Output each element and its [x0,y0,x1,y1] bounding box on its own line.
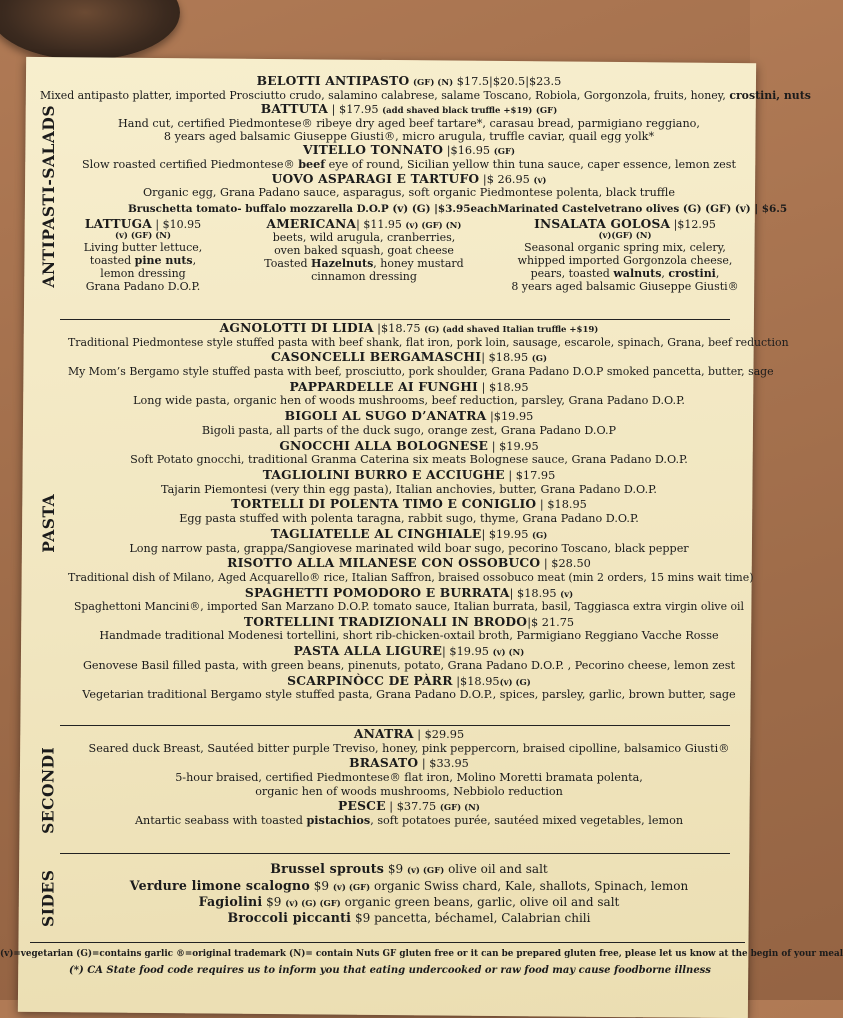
item-price: |$19.95 [486,410,534,424]
menu-item-desc: My Mom’s Bergamo style stuffed pasta with beef, prosciutto, pork shoulder, Grana Padano D.O.P smoked pancetta, butter, sage [68,365,774,379]
item-name: PAPPARDELLE AI FUNGHI [289,378,479,394]
menu-item-americana: AMERICANA| $11.95 (v) (GF) (N) beets, wild arugula, cranberries, oven baked squash, goat cheese Toasted Hazelnuts, honey mustard cinnamon dressing [264,217,464,283]
food-code-notice: (*) CA State food code requires us to inform you that eating undercooked or raw food may cause foodborne illness [69,964,711,976]
menu-item-pasta [68,439,750,454]
menu-item-desc: Seared duck Breast, Sautéed bitter purple Treviso, honey, pink peppercorn, braised cipolline, balsamico Giusti® [88,742,730,756]
menu-item-pasta [68,468,750,483]
item-price: | $18.95 [481,351,532,365]
menu-item-desc: 8 years aged balsamic Giuseppe Giusti®, micro arugula, truffle caviar, quail egg yolk* [163,130,655,144]
item-tags: (v) (N) [492,648,525,659]
item-tags: (G) (add shaved Italian truffle +$19) [424,325,599,336]
menu-item-pasta [68,350,750,365]
sides-list [68,854,750,926]
menu-item-pasta [68,321,750,336]
side-price: $9 [262,895,286,910]
item-price: | $18.95 [478,380,529,394]
menu-item-desc: Genovese Basil filled pasta, with green beans, pinenuts, potato, Grana Padano D.O.P. , Pecorino cheese, lemon zest [82,658,736,672]
side-desc: olive oil and salt [444,862,548,877]
section-antipasti [30,73,811,319]
menu-item-desc: Tajarin Piemontesi (very thin egg pasta), Italian anchovies, butter, Grana Padano D.O.P. [161,482,657,496]
menu-item-side [68,861,750,876]
menu-item-pasta [68,380,750,395]
menu-item-golosa: INSALATA GOLOSA |$12.95 (v)(GF) (N) Seasonal organic spring mix, celery, whipped imported Gorgonzola cheese, pears, toasted walnuts, crostini, 8 years aged balsamic Giuseppe Giusti® [511,217,739,293]
item-tags: (G) [531,354,548,365]
menu-item-anatra: ANATRA | $29.95 [353,726,465,742]
bruschetta-item: Bruschetta tomato- buffalo mozzarella D.O.P (v) (G) |$3.95each [128,202,498,215]
section-label-pasta: PASTA [38,493,58,553]
item-name: RISOTTO ALLA MILANESE CON OSSOBUCO [227,555,541,571]
side-tags: (v) (GF) [406,866,445,877]
menu-item-desc: Hand cut, certified Piedmontese® ribeye dry aged beef tartare*, carasau bread, parmigiano reggiano, [118,116,700,130]
item-name: SPAGHETTI POMODORO E BURRATA [244,584,510,600]
menu-item-desc: Bigoli pasta, all parts of the duck sugo, orange zest, Grana Padano D.O.P [201,423,617,437]
section-sides [30,854,750,942]
small-bites-row [68,200,788,217]
item-name: TAGLIATELLE AL CINGHIALE [270,525,482,541]
item-price: |$18.95 [452,674,500,688]
section-divider [60,319,730,320]
menu-item-desc: Traditional Piedmontese style stuffed pasta with beef shank, flat iron, pork loin, sausage, escarole, spinach, Grana, beef reduction [68,336,789,350]
menu-item-brasato: BRASATO | $33.95 [349,755,469,771]
menu-item-uovo: UOVO ASPARAGI E TARTUFO |$ 26.95 (v) [271,170,547,186]
item-name: TORTELLINI TRADIZIONALI IN BRODO [243,613,528,629]
side-name: Verdure limone scalogno [129,877,310,893]
item-price: | $18.95 [509,586,561,600]
side-desc: organic green beans, garlic, olive oil and salt [340,895,620,910]
menu-item-desc: Organic egg, Grana Padano sauce, asparagus, soft organic Piedmontese polenta, black truffle [143,186,675,200]
item-price: | $28.50 [540,557,591,571]
section-divider [30,942,745,943]
item-name: TORTELLI DI POLENTA TIMO E CONIGLIO [231,496,537,512]
section-label-secondi: SECONDI [38,746,58,834]
menu-item-pasta [68,674,750,689]
menu-item-desc: Spaghettoni Mancini®, imported San Marzano D.O.P. tomato sauce, Italian burrata, basil, Taggiasca extra virgin olive oil [73,600,745,614]
olives-item: Marinated Castelvetrano olives (G) (GF) (v) | $6.5 [497,202,788,215]
item-name: GNOCCHI ALLA BOLOGNESE [279,437,489,453]
item-tags: (v) [560,589,574,600]
item-price: |$18.75 [373,322,425,336]
menu-item-pesce: PESCE | $37.75 (GF) (N) [338,798,480,814]
side-name: Fagiolini [198,894,263,910]
menu-item-pasta [68,497,750,512]
menu-item-vitello: VITELLO TONNATO |$16.95 (GF) [302,142,516,158]
item-price: | $18.95 [536,498,587,512]
menu-item-desc: Antartic seabass with toasted pistachios, soft potatoes purée, sautéed mixed vegetables, lemon [134,812,684,827]
menu-item-desc: organic hen of woods mushrooms, Nebbiolo reduction [255,784,563,798]
side-desc: pancetta, béchamel, Calabrian chili [374,911,591,926]
menu-item-side [68,894,750,909]
section-pasta [30,320,789,725]
menu-item-pasta [68,556,750,571]
item-price: | $19.95 [442,645,493,659]
menu-item-side [68,878,750,893]
side-tags: (v) (G) (GF) [285,899,341,910]
menu-item-desc: Handmade traditional Modenesi tortellini, short rib-chicken-oxtail broth, Parmigiano Reggiano Vacche Rosse [99,629,719,643]
side-price: $9 [309,878,333,893]
menu-item-desc: Vegetarian traditional Bergamo style stuffed pasta, Grana Padano D.O.P., spices, parsley, garlic, brown butter, sage [82,688,736,702]
side-name: Brussel sprouts [270,861,385,877]
item-tags: (v) (G) [499,677,531,688]
pasta-list [68,320,789,702]
menu-item-pasta [68,644,750,659]
menu-content [0,73,843,994]
side-name: Broccoli piccanti [227,910,352,926]
item-name: PASTA ALLA LIGURE [293,643,443,659]
side-desc: organic Swiss chard, Kale, shallots, Spinach, lemon [370,878,689,893]
menu-item-desc: Mixed antipasto platter, imported Prosciutto crudo, salamino calabrese, salame Toscano, Robiola, Gorgonzola, fruits, honey, crostini, nuts [40,88,811,102]
salads-row [68,217,750,293]
section-label-antipasti: ANTIPASTI-SALADS [38,105,58,288]
item-name: CASONCELLI BERGAMASCHI [270,349,482,365]
item-price: |$ 21.75 [527,615,575,629]
item-name: AGNOLOTTI DI LIDIA [219,320,374,336]
side-price: $9 [351,911,375,926]
side-tags: (v) (GF) [332,882,371,893]
item-name: TAGLIOLINI BURRO E ACCIUGHE [262,467,505,482]
menu-item-battuta: BATTUTA | $17.95 (add shaved black truffle +$19) (GF) [260,100,558,116]
menu-item-belotti: BELOTTI ANTIPASTO (GF) (N) $17.5|$20.5|$23.5 [256,73,562,88]
side-price: $9 [384,862,407,877]
menu-item-desc: Egg pasta stuffed with polenta taragna, rabbit sugo, thyme, Grana Padano D.O.P. [179,512,639,526]
menu-item-pasta [68,527,750,542]
wine-glass-base [0,0,180,60]
item-price: | $19.95 [481,527,532,541]
menu-item-desc: Slow roasted certified Piedmontese® beef eye of round, Sicilian yellow thin tuna sauce, caper essence, lemon zest [82,157,736,172]
menu-item-desc: Long narrow pasta, grappa/Sangiovese marinated wild boar sugo, pecorino Toscano, black pepper [129,541,689,555]
item-name: BIGOLI AL SUGO D’ANATRA [284,408,487,424]
menu-item-side [68,910,750,925]
menu-item-desc: Soft Potato gnocchi, traditional Granma Caterina six meats Bolognese sauce, Grana Padano D.O.P. [130,453,688,467]
menu-item-desc: 5-hour braised, certified Piedmontese® flat iron, Molino Moretti bramata polenta, [175,771,643,785]
menu-item-lattuga: LATTUGA | $10.95 (v) (GF) (N) Living butter lettuce, toasted pine nuts, lemon dressing Grana Padano D.O.P. [83,217,203,293]
section-secondi [30,727,750,853]
item-price: | $19.95 [488,439,539,453]
item-price: | $17.95 [504,469,556,482]
menu-item-pasta [68,409,750,424]
menu-item-desc: Long wide pasta, organic hen of woods mushrooms, beef reduction, parsley, Grana Padano D.O.P. [133,394,685,408]
menu-item-pasta [68,615,750,630]
legend-text: (v)=vegetarian (G)=contains garlic ®=original trademark (N)= contain Nuts GF gluten free or it can be prepared gluten free, please let us know at the begin of your meal [0,949,843,960]
item-name: SCARPINÒCC DE PÀRR [287,672,453,688]
menu-item-desc: Traditional dish of Milano, Aged Acquarello® rice, Italian Saffron, braised ossobuco meat (min 2 orders, 15 mins wait time) [68,571,754,585]
menu-item-pasta [68,586,750,601]
item-tags: (G) [531,530,548,541]
section-label-sides: SIDES [38,869,58,927]
